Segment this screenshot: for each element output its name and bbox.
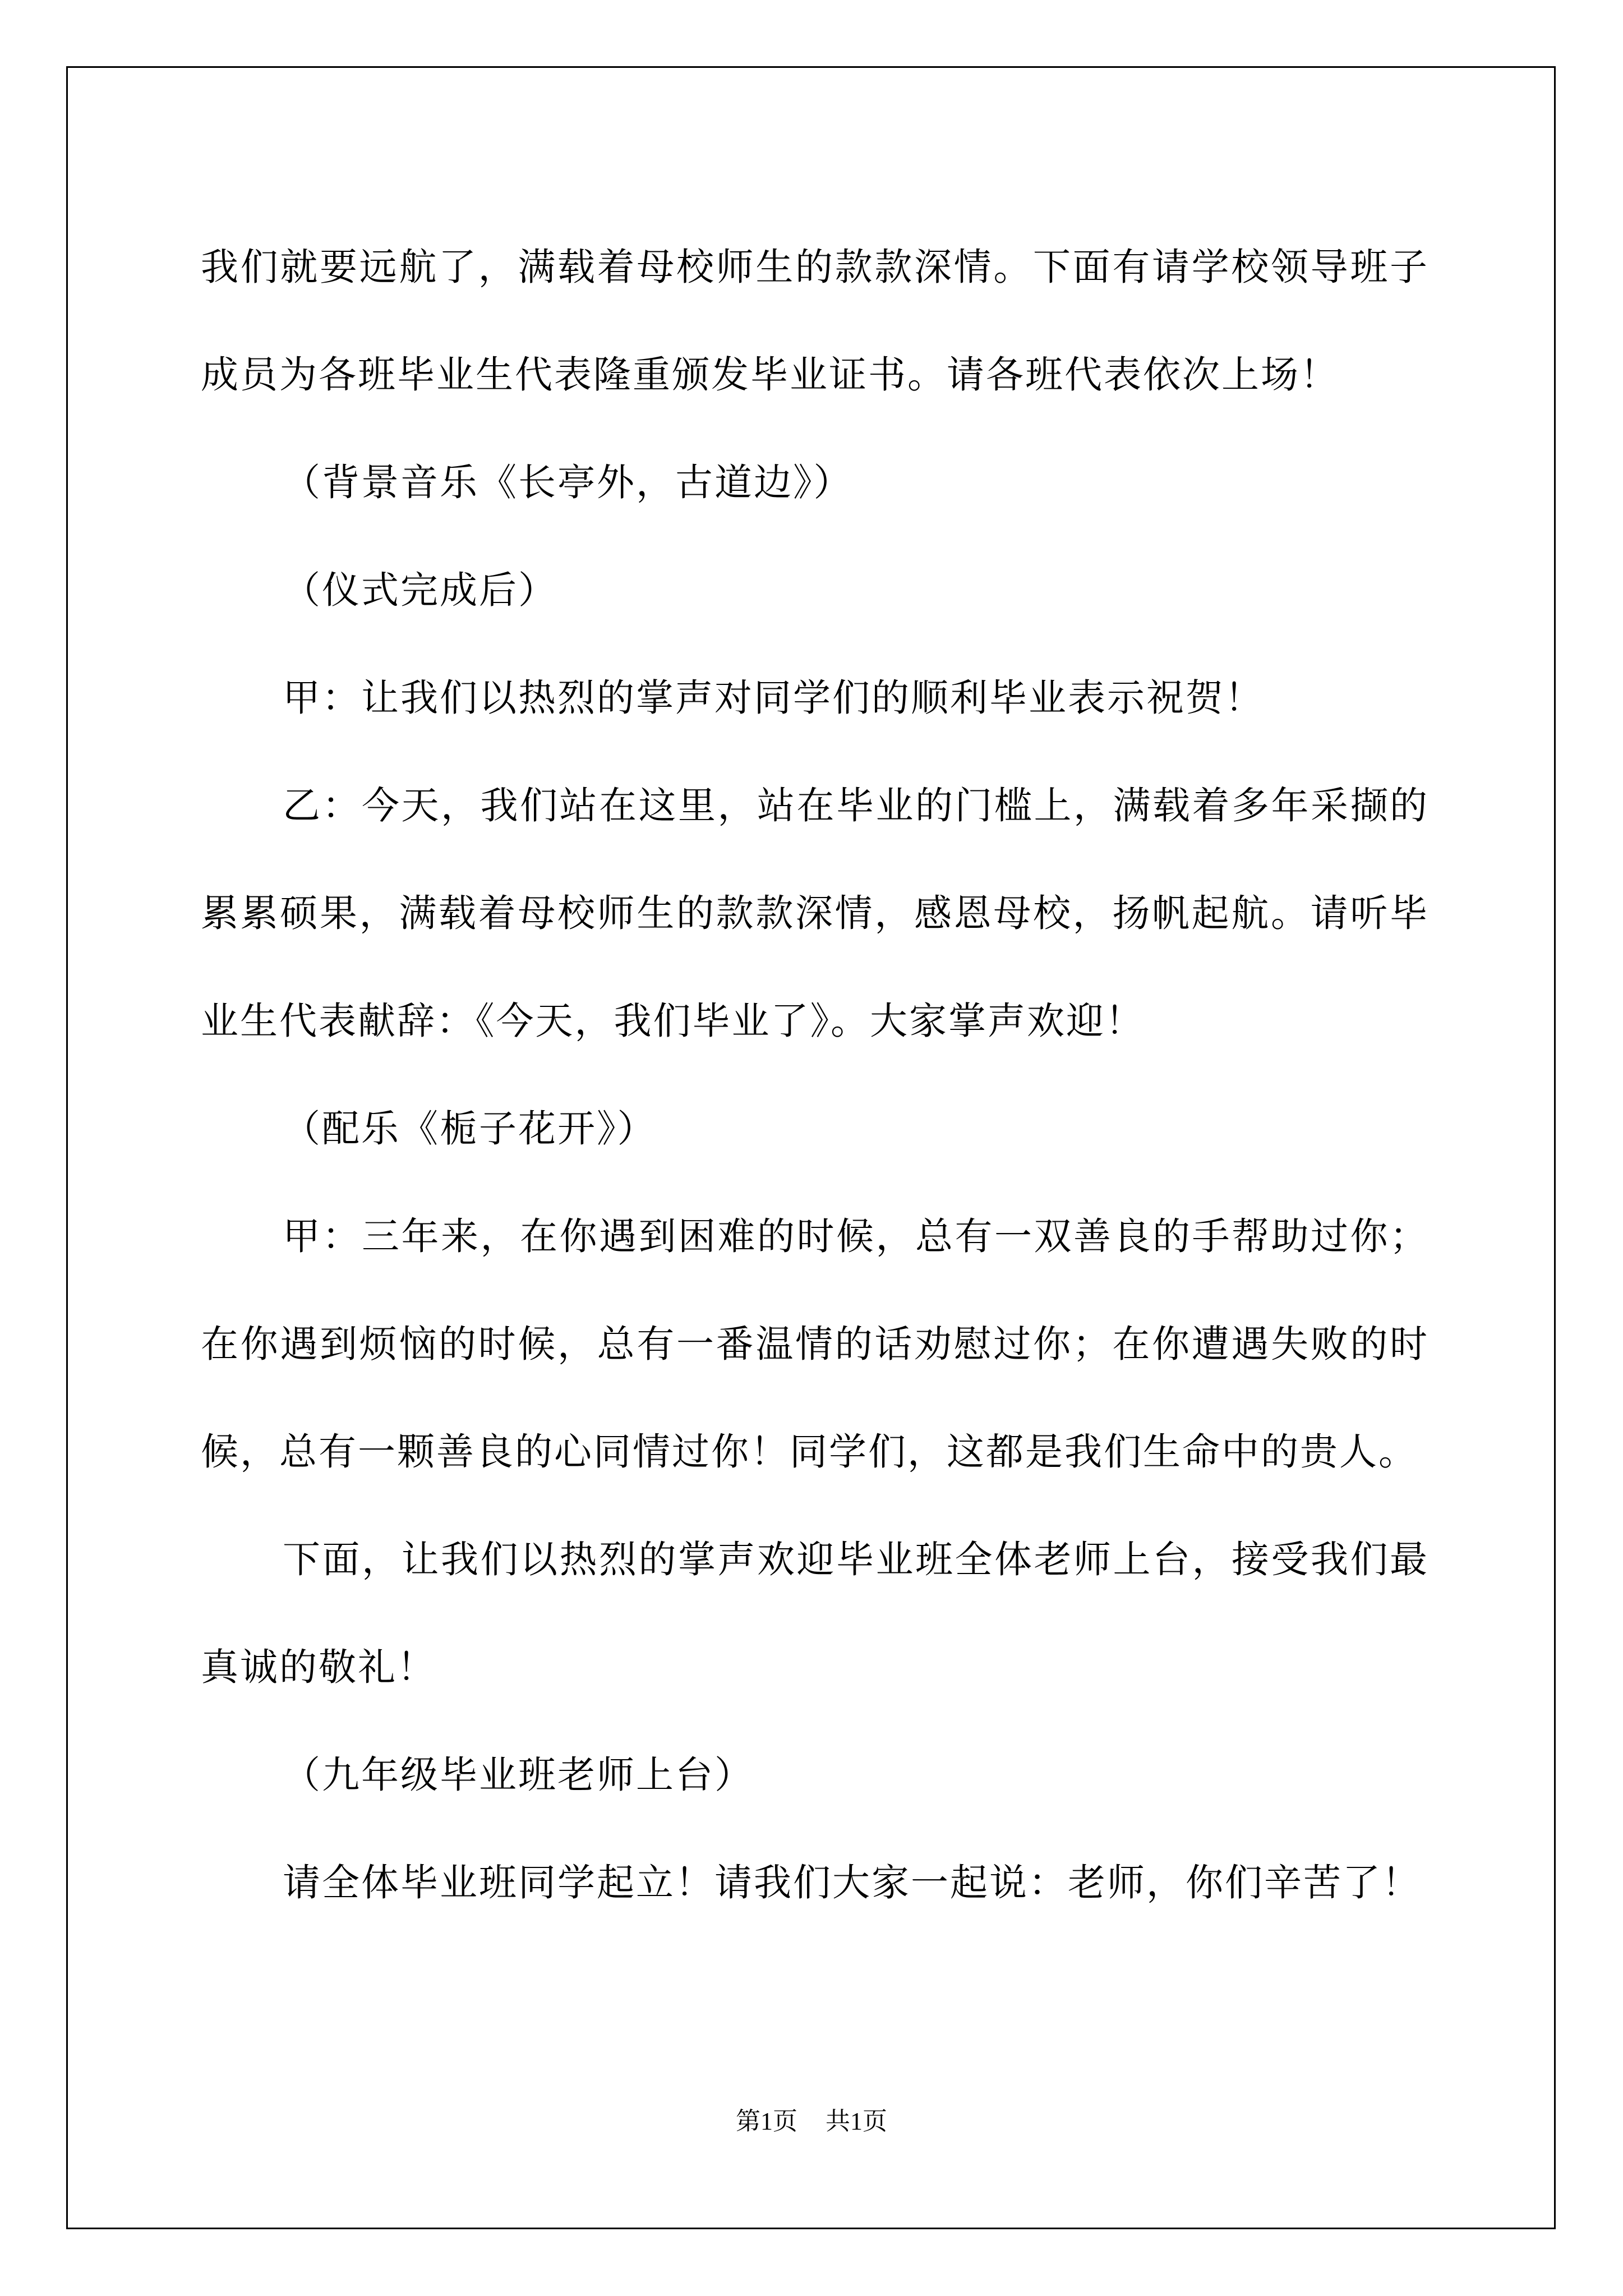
paragraph-6: （配乐《栀子花开》）: [283, 1107, 657, 1151]
paragraph-4: 甲：让我们以热烈的掌声对同学们的顺利毕业表示祝贺！: [283, 676, 1264, 720]
page-footer: [0, 2105, 1623, 2138]
paragraph-3: （仪式完成后）: [283, 568, 557, 612]
paragraph-8: 下面，让我们以热烈的掌声欢迎毕业班全体老师上台，接受我们最真诚的敬礼！: [201, 1538, 1429, 1689]
paragraph-10: 请全体毕业班同学起立！请我们大家一起说：老师，你们辛苦了！: [283, 1861, 1421, 1904]
paragraph-7: 甲：三年来，在你遇到困难的时候，总有一双善良的手帮助过你；在你遇到烦恼的时候，总有一番温情的话劝慰过你；在你遭遇失败的时候，总有一颗善良的心同情过你！同学们，这都是我们生命中的贵人。: [201, 1214, 1429, 1474]
paragraph-9: （九年级毕业班老师上台）: [283, 1753, 754, 1797]
page-total: 共1页: [826, 2108, 887, 2135]
page-number: 第1页: [736, 2108, 797, 2135]
document-body: [201, 213, 1429, 1936]
paragraph-1: 我们就要远航了，满载着母校师生的款款深情。下面有请学校领导班子成员为各班毕业生代表隆重颁发毕业证书。请各班代表依次上场！: [201, 245, 1429, 397]
paragraph-2: （背景音乐《长亭外，古道边》）: [283, 461, 853, 504]
paragraph-5: 乙：今天，我们站在这里，站在毕业的门槛上，满载着多年采撷的累累硕果，满载着母校师生的款款深情，感恩母校，扬帆起航。请听毕业生代表献辞：《今天，我们毕业了》。大家掌声欢迎！: [201, 784, 1429, 1043]
